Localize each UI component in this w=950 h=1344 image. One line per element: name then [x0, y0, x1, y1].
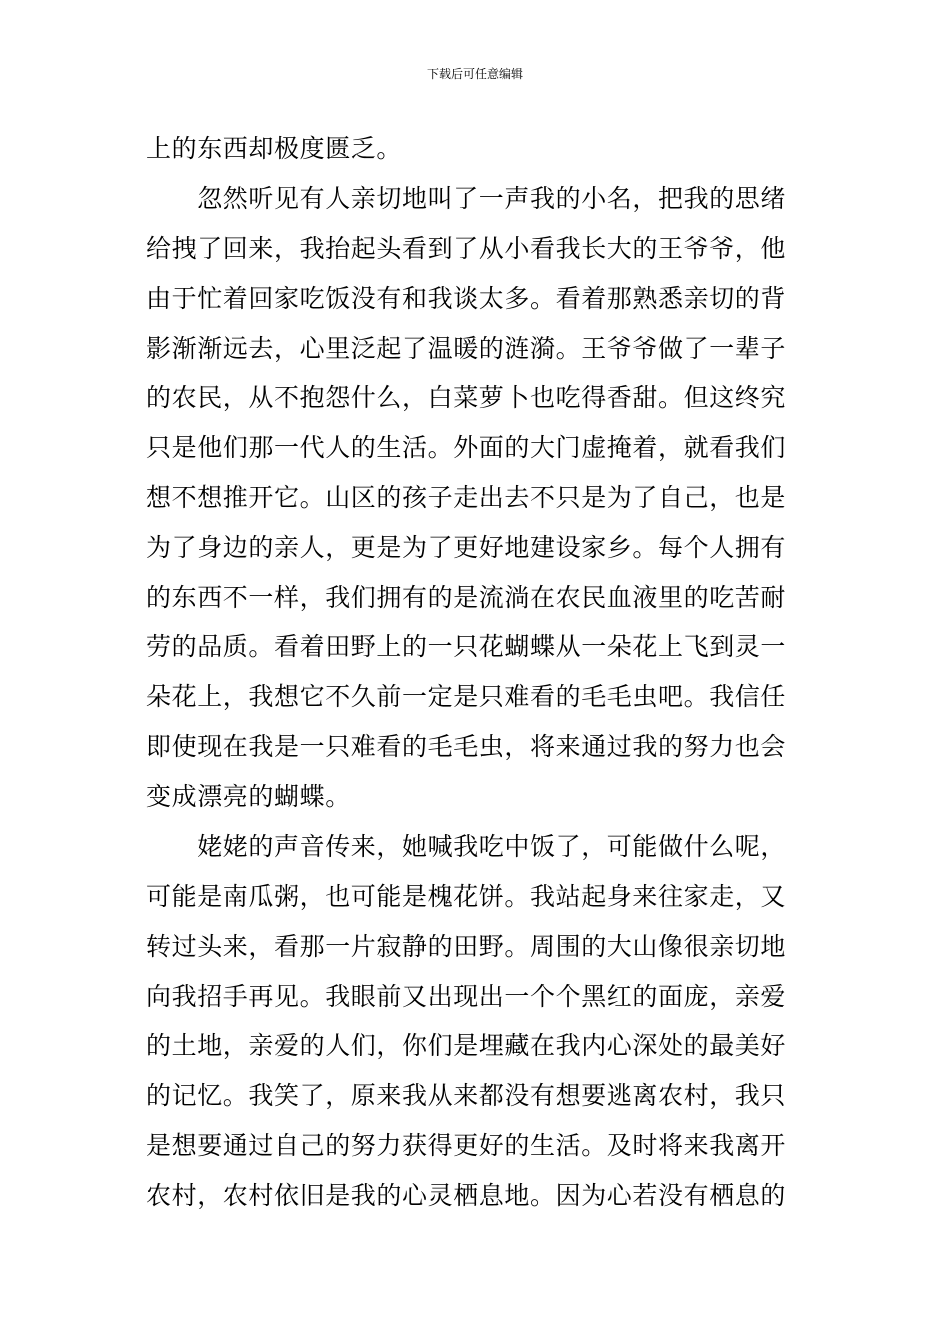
text-line: 变成漂亮的蝴蝶。	[146, 782, 351, 811]
text-line: 的记忆。我笑了，原来我从来都没有想要逃离农村，我只	[146, 1081, 787, 1110]
text-line: 是想要通过自己的努力获得更好的生活。及时将来我离开	[146, 1131, 787, 1160]
text-line: 的东西不一样，我们拥有的是流淌在农民血液里的吃苦耐	[146, 583, 787, 612]
page-header: 下载后可任意编辑	[426, 67, 523, 81]
text-line: 即使现在我是一只难看的毛毛虫，将来通过我的努力也会	[146, 732, 787, 761]
text-line: 想不想推开它。山区的孩子走出去不只是为了自己，也是	[146, 483, 787, 512]
text-line: 只是他们那一代人的生活。外面的大门虚掩着，就看我们	[146, 433, 787, 462]
text-line: 向我招手再见。我眼前又出现出一个个黑红的面庞，亲爱	[146, 982, 787, 1011]
text-line: 的土地，亲爱的人们，你们是埋藏在我内心深处的最美好	[146, 1031, 787, 1060]
text-line: 由于忙着回家吃饭没有和我谈太多。看着那熟悉亲切的背	[146, 284, 787, 313]
text-line: 劳的品质。看着田野上的一只花蝴蝶从一朵花上飞到灵一	[146, 632, 787, 661]
text-line: 为了身边的亲人，更是为了更好地建设家乡。每个人拥有	[146, 533, 787, 562]
text-line: 转过头来，看那一片寂静的田野。周围的大山像很亲切地	[146, 932, 787, 961]
text-line: 影渐渐远去，心里泛起了温暖的涟漪。王爷爷做了一辈子	[146, 334, 787, 363]
text-line: 给拽了回来，我抬起头看到了从小看我长大的王爷爷，他	[146, 234, 787, 263]
text-line: 农村，农村依旧是我的心灵栖息地。因为心若没有栖息的	[146, 1181, 787, 1210]
text-line: 上的东西却极度匮乏。	[146, 134, 403, 163]
text-line: 的农民，从不抱怨什么，白菜萝卜也吃得香甜。但这终究	[146, 383, 787, 412]
text-line: 姥姥的声音传来，她喊我吃中饭了，可能做什么呢，	[146, 832, 787, 861]
text-line: 朵花上，我想它不久前一定是只难看的毛毛虫吧。我信任	[146, 682, 787, 711]
text-line: 可能是南瓜粥，也可能是槐花饼。我站起身来往家走，又	[146, 882, 787, 911]
text-line: 忽然听见有人亲切地叫了一声我的小名，把我的思绪	[146, 184, 787, 213]
